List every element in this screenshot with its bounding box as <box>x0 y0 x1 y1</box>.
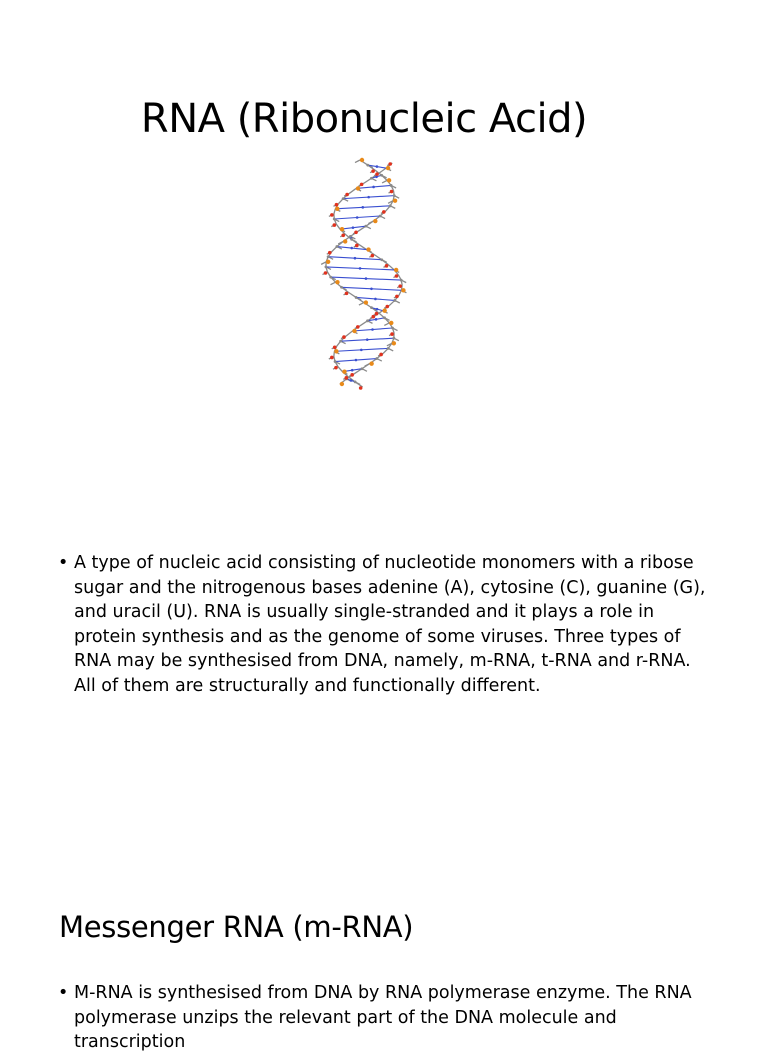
mrna-description-text: M-RNA is synthesised from DNA by RNA polymerase enzyme. The RNA polymerase unzips the relevant part of the DNA molecule and transcription <box>74 981 713 1055</box>
rna-definition-text: A type of nucleic acid consisting of nucleotide monomers with a ribose sugar and the nitrogenous bases adenine (A), cytosine (C), guanine (G), and uracil (U). RNA is usually single-stranded and it plays a role in protein synthesis and as the genome of some viruses. Three types of RNA may be synthesised from DNA, namely, m-RNA, t-RNA and r-RNA. All of them are structurally and functionally different. <box>74 551 713 698</box>
slide-title: RNA (Ribonucleic Acid) <box>0 96 728 142</box>
rna-definition-bullet <box>58 551 713 698</box>
bullet-point: • <box>58 981 68 1006</box>
mrna-description-bullet <box>58 981 713 1055</box>
rna-molecule-image <box>304 152 424 392</box>
bullet-point: • <box>58 551 68 576</box>
section-heading: Messenger RNA (m-RNA) <box>59 910 413 944</box>
